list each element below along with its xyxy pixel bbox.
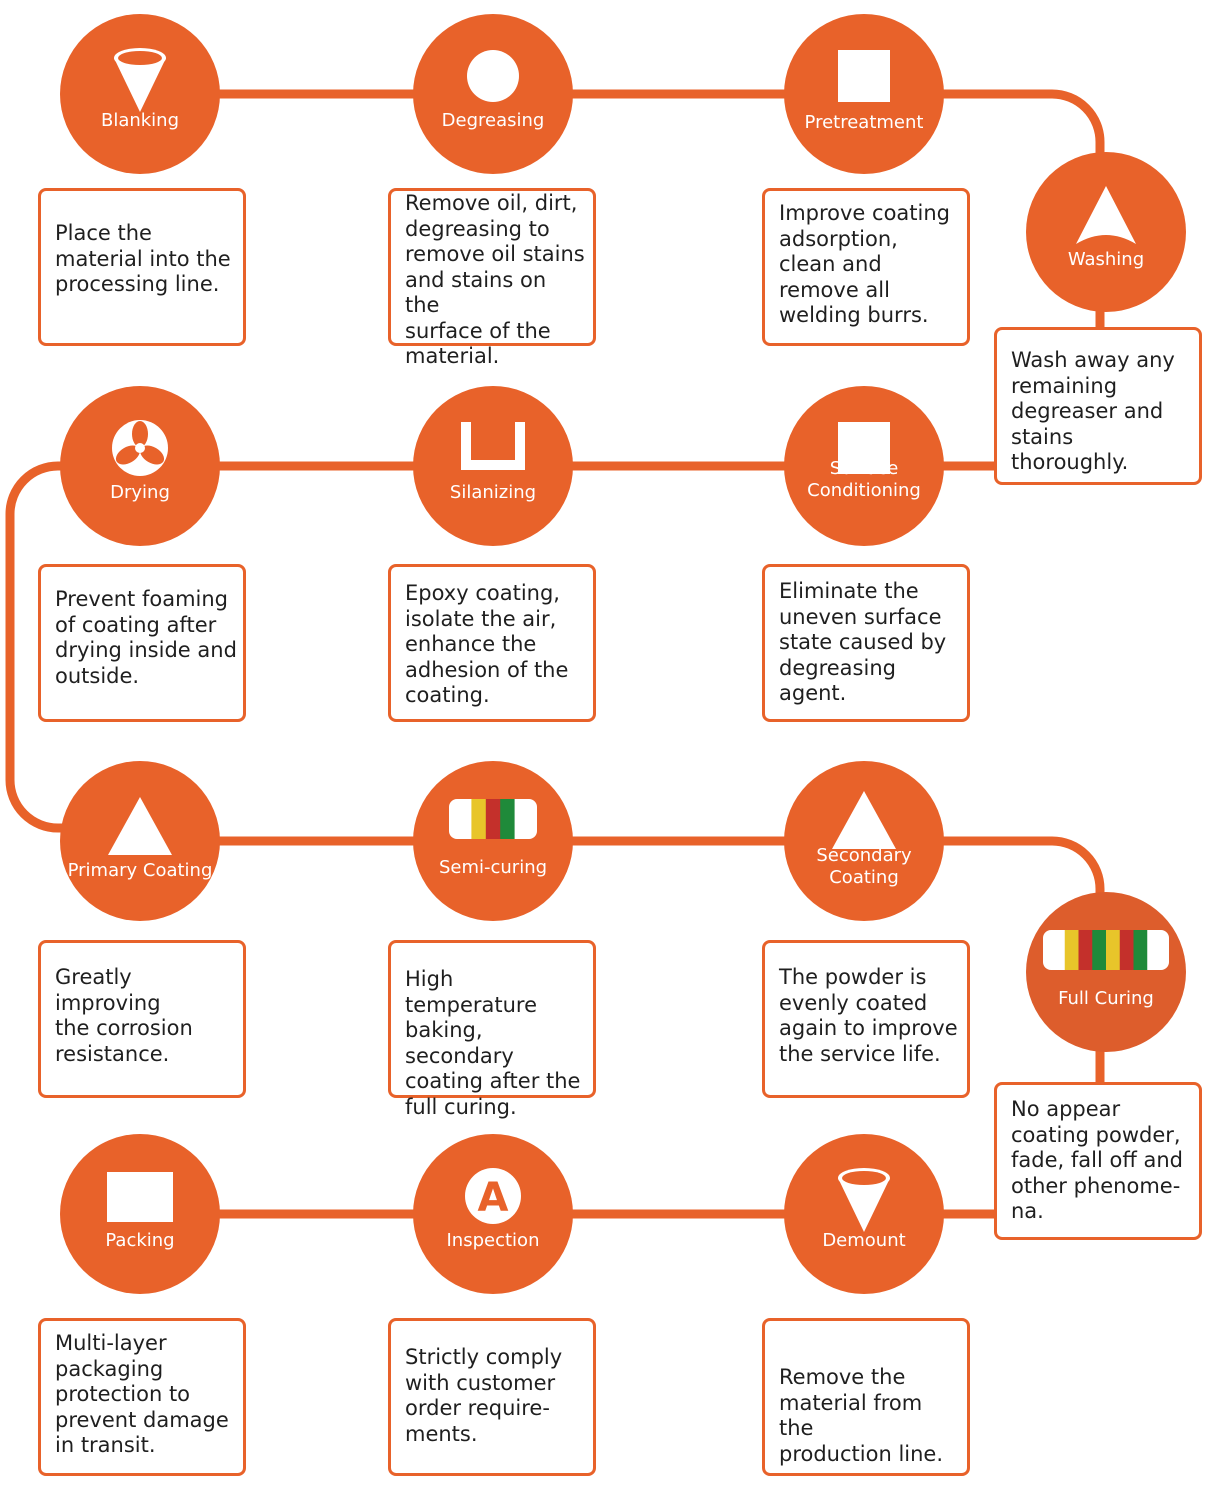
description-box — [388, 1318, 596, 1476]
step-label: Blanking — [100, 110, 180, 131]
description-text: Multi-layer packaging protection to prevent damage in transit. — [55, 1331, 229, 1457]
step-label: Secondary Coating — [816, 845, 912, 888]
description-text: Eliminate the uneven surface state caused by degreasing agent. — [779, 579, 947, 705]
triangle-icon — [100, 789, 180, 869]
description-text: Wash away any remaining degreaser and stains thoroughly. — [1011, 348, 1175, 474]
description-text: High temperature baking, secondary coating after the full curing. — [405, 967, 581, 1119]
color-bars-full-icon — [1043, 930, 1169, 970]
description-text: Remove the material from the production line. — [779, 1365, 944, 1466]
description-text: Epoxy coating, isolate the air, enhance the adhesion of the coating. — [405, 581, 569, 707]
description-text: Improve coating adsorption, clean and remove all welding burrs. — [779, 201, 950, 327]
description-text: Remove oil, dirt, degreasing to remove oil stains and stains on the surface of the material. — [405, 191, 585, 368]
description-box — [994, 327, 1202, 485]
description-box — [38, 940, 246, 1098]
step-label: Packing — [105, 1230, 175, 1251]
description-box — [38, 564, 246, 722]
description-box — [38, 1318, 246, 1476]
step-label: Full Curing — [1058, 988, 1154, 1009]
description-text: Greatly improving the corrosion resistance. — [55, 965, 193, 1066]
description-box — [994, 1082, 1202, 1240]
step-label: Demount — [822, 1230, 906, 1251]
description-box — [388, 564, 596, 722]
description-text: The powder is evenly coated again to improve the service life. — [779, 965, 958, 1066]
bracket-icon — [453, 408, 533, 488]
step-pretreatment — [784, 14, 944, 174]
description-text: Place the material into the processing line. — [55, 221, 231, 296]
rectangle-icon — [100, 1156, 180, 1236]
step-surface-conditioning — [784, 386, 944, 546]
square-icon — [824, 36, 904, 116]
step-secondary-coating — [784, 761, 944, 921]
step-label: Pretreatment — [804, 112, 924, 133]
step-label: Inspection — [446, 1230, 540, 1251]
circle-icon — [453, 36, 533, 116]
step-silanizing — [413, 386, 573, 546]
description-box — [388, 188, 596, 368]
funnel-icon — [824, 1156, 904, 1236]
step-washing — [1026, 152, 1186, 312]
step-label: Washing — [1067, 249, 1145, 270]
step-full-curing — [1026, 892, 1186, 1052]
color-bars-icon — [449, 799, 537, 839]
step-label: Primary Coating — [67, 860, 213, 881]
step-primary-coating — [60, 761, 220, 921]
step-label: Surface Conditioning — [807, 458, 921, 501]
description-box — [762, 940, 970, 1098]
description-box — [762, 564, 970, 722]
step-drying — [60, 386, 220, 546]
letter-a-icon — [453, 1156, 533, 1236]
description-text: Prevent foaming of coating after drying inside and outside. — [55, 587, 237, 688]
step-degreasing — [413, 14, 573, 174]
description-box — [762, 188, 970, 346]
description-box — [762, 1318, 970, 1476]
step-demount — [784, 1134, 944, 1294]
fan-icon — [100, 408, 180, 488]
description-box — [38, 188, 246, 346]
description-text: Strictly comply with customer order require- ments. — [405, 1345, 563, 1446]
description-box — [388, 940, 596, 1119]
step-label: Drying — [110, 482, 170, 503]
step-label: Semi-curing — [438, 857, 548, 878]
description-text: No appear coating powder, fade, fall off and other phenome- na. — [1011, 1097, 1183, 1223]
arrowhead-icon — [1066, 178, 1146, 258]
step-label: Silanizing — [449, 482, 537, 503]
funnel-icon — [100, 36, 180, 116]
step-blanking — [60, 14, 220, 174]
step-packing — [60, 1134, 220, 1294]
step-semi-curing — [413, 761, 573, 921]
step-inspection — [413, 1134, 573, 1294]
svg-text:A: A — [477, 1175, 509, 1221]
step-label: Degreasing — [441, 110, 545, 131]
